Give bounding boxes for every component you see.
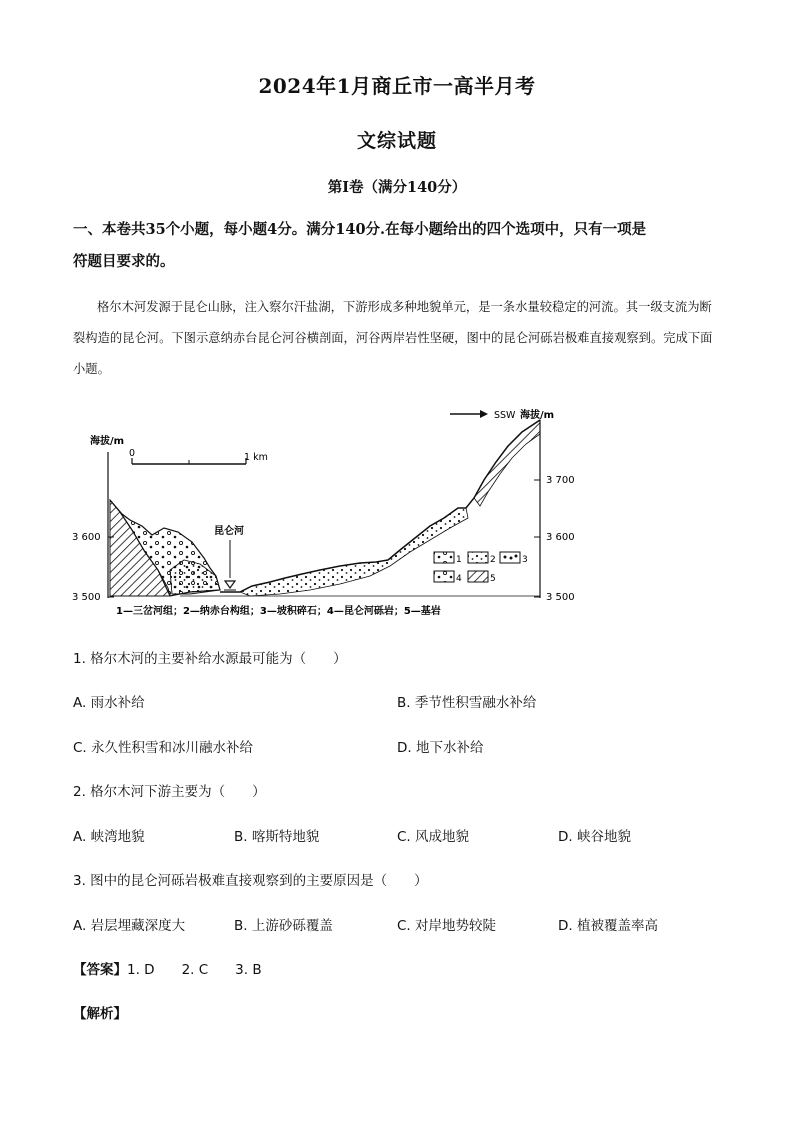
question-3-option-c[interactable]: C. 对岸地势较陡 xyxy=(397,918,497,934)
right-tick-3500: 3 500 xyxy=(546,592,575,603)
svg-text:1: 1 xyxy=(456,555,462,565)
svg-text:4: 4 xyxy=(456,574,462,584)
page-title: 2024年1月商丘市一高半月考 xyxy=(258,74,536,98)
river-valley-cross-section xyxy=(70,400,590,622)
question-1-stem: 1. 格尔木河的主要补给水源最可能为（ ） xyxy=(73,651,347,667)
section-instruction-line2: 符题目要求的。 xyxy=(73,253,175,270)
question-3-option-a[interactable]: A. 岩层埋藏深度大 xyxy=(73,918,186,934)
analysis-label: 【解析】 xyxy=(73,1006,127,1022)
answer-label: 【答案】 xyxy=(73,962,127,978)
figure-legend xyxy=(434,552,528,584)
question-2-option-c[interactable]: C. 风成地貌 xyxy=(397,829,470,845)
volume-heading: 第Ⅰ卷（满分140分） xyxy=(327,179,467,196)
left-axis-title: 海拔/m xyxy=(90,436,125,447)
question-2-option-b[interactable]: B. 喀斯特地貌 xyxy=(234,829,320,845)
right-tick-3700: 3 700 xyxy=(546,475,575,486)
direction-label: SSW xyxy=(494,410,516,421)
question-1-option-c[interactable]: C. 永久性积雪和冰川融水补给 xyxy=(73,740,254,756)
page-subtitle: 文综试题 xyxy=(356,130,437,152)
bedrock-right xyxy=(474,420,540,506)
scale-end-label: 1 km xyxy=(244,452,268,463)
river-label: 昆仑河 xyxy=(214,526,244,537)
question-3-stem: 3. 图中的昆仑河砾岩极难直接观察到的主要原因是（ ） xyxy=(73,873,428,889)
svg-text:2: 2 xyxy=(490,555,496,565)
river-marker-icon xyxy=(225,581,235,588)
svg-text:5: 5 xyxy=(490,574,496,584)
svg-text:3: 3 xyxy=(522,555,528,565)
left-tick-3500: 3 500 xyxy=(72,592,101,603)
figure-caption: 1—三岔河组；2—纳赤台构组；3—坡积碎石；4—昆仑河砾岩；5—基岩 xyxy=(116,606,441,617)
intro-paragraph: 格尔木河发源于昆仑山脉，注入察尔汗盐湖，下游形成多种地貌单元，是一条水量较稳定的河流。其一级支流为断裂构造的昆仑河。下图示意纳赤台昆仑河谷横剖面，河谷两岸岩性坚硬，图中的昆仑河砾岩极难直接观察到。完成下面小题。 xyxy=(73,300,713,376)
question-1-option-a[interactable]: A. 雨水补给 xyxy=(73,695,145,711)
question-2-stem: 2. 格尔木河下游主要为（ ） xyxy=(73,784,266,800)
question-2-option-a[interactable]: A. 峡湾地貌 xyxy=(73,829,145,845)
question-2-option-d[interactable]: D. 峡谷地貌 xyxy=(558,829,631,845)
right-axis-title: 海拔/m xyxy=(520,410,555,421)
question-3-option-d[interactable]: D. 植被覆盖率高 xyxy=(558,918,658,934)
question-3-option-b[interactable]: B. 上游砂砾覆盖 xyxy=(234,918,333,934)
section-instruction-line1: 一、本卷共35个小题，每小题4分。满分140分.在每小题给出的四个选项中，只有一项是 xyxy=(73,221,647,238)
right-tick-3600: 3 600 xyxy=(546,532,575,543)
question-1-option-b[interactable]: B. 季节性积雪融水补给 xyxy=(397,695,537,711)
answer-line xyxy=(73,958,262,978)
scale-start-label: 0 xyxy=(129,448,136,459)
left-tick-3600: 3 600 xyxy=(72,532,101,543)
answer-text: 1. D 2. C 3. B xyxy=(127,962,262,978)
question-1-option-d[interactable]: D. 地下水补给 xyxy=(397,740,484,756)
